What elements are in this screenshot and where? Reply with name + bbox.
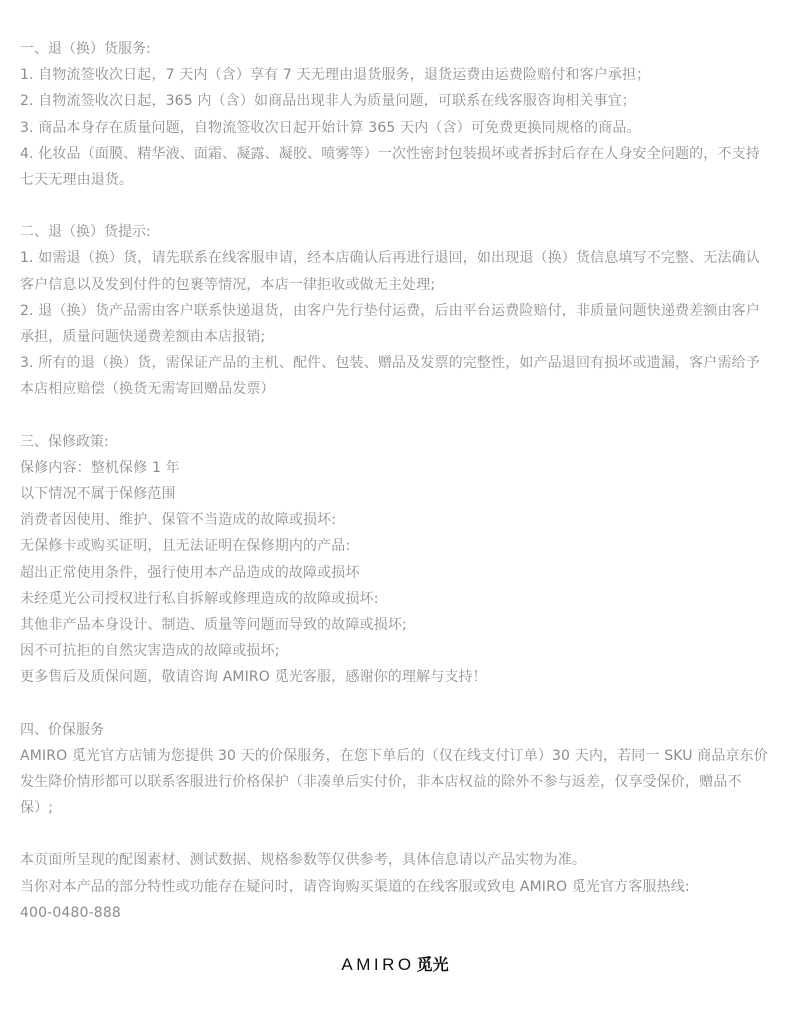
policy-line: 保修内容：整机保修 1 年 (20, 459, 180, 476)
policy-line: 3. 商品本身存在质量问题，自物流签收次日起开始计算 365 天内（含）可免费更换同规格的商品。 (20, 119, 641, 136)
returns-tips-section (20, 219, 772, 402)
policy-line: 1. 如需退（换）货，请先联系在线客服申请，经本店确认后再进行退回，如出现退（换）货信息填写不完整、无法确认客户信息以及发到付件的包裹等情况，本店一律拒收或做无主处理; (20, 250, 760, 293)
policy-line: 1. 自物流签收次日起，7 天内（含）享有 7 天无理由退货服务，退货运费由运费险赔付和客户承担； (20, 67, 651, 84)
section-title: 一、退（换）货服务: (20, 41, 151, 57)
policy-line: 2. 退（换）货产品需由客户联系快递退货，由客户先行垫付运费，后由平台运费险赔付，非质量问题快递费差额由客户承担，质量问题快递费差额由本店报销; (20, 302, 760, 346)
policy-line: 更多售后及质保问题，敬请咨询 AMIRO 觅光客服，感谢你的理解与支持！ (20, 669, 487, 686)
disclaimer-line: 当你对本产品的部分特性或功能存在疑问时，请咨询购买渠道的在线客服或致电 AMIRO 觅光官方客服热线: (20, 878, 690, 895)
disclaimer-section (20, 847, 772, 926)
brand-name-cn: 觅光 (416, 957, 449, 974)
policy-line: AMIRO 觅光官方店铺为您提供 30 天的价保服务，在您下单后的（仅在线支付订单）30 天内，若同一 SKU 商品京东价发生降价情形都可以联系客服进行价格保护（非凑单后实付价，非本店权益的除外不参与返差，仅享受保价，赠品不保）; (20, 747, 768, 817)
section-title: 二、退（换）货提示: (20, 224, 151, 241)
policy-line: 以下情况不属于保修范围 (20, 486, 176, 503)
price-protection-section (20, 717, 772, 822)
policy-line: 因不可抗拒的自然灾害造成的故障或损坏; (20, 643, 280, 660)
policy-line: 消费者因使用、维护、保管不当造成的故障或损坏: (20, 512, 337, 529)
brand-logo (0, 952, 790, 975)
returns-service-section (20, 36, 772, 193)
after-sales-policy (20, 36, 772, 952)
policy-line: 其他非产品本身设计、制造、质量等问题而导致的故障或损坏; (20, 617, 407, 634)
hotline-number: 400-0480-888 (20, 904, 121, 921)
policy-line: 3. 所有的退（换）货，需保证产品的主机、配件、包装、赠品及发票的完整性，如产品退回有损坏或遗漏，客户需给予本店相应赔偿（换货无需寄回赠品发票） (20, 355, 760, 398)
brand-name-en: AMIRO (341, 955, 415, 974)
policy-line: 未经觅光公司授权进行私自拆解或修理造成的故障或损坏: (20, 590, 379, 607)
section-title: 四、价保服务 (20, 721, 104, 738)
section-title: 三、保修政策: (20, 433, 109, 450)
policy-line: 超出正常使用条件，强行使用本产品造成的故障或损坏 (20, 564, 360, 581)
policy-line: 4. 化妆品（面膜、精华液、面霜、凝露、凝胶、喷雾等）一次性密封包装损坏或者拆封后存在人身安全问题的，不支持七天无理由退货。 (20, 145, 760, 189)
warranty-section (20, 429, 772, 691)
policy-line: 无保修卡或购买证明，且无法证明在保修期内的产品: (20, 538, 351, 555)
disclaimer-line: 本页面所呈现的配图素材、测试数据、规格参数等仅供参考，具体信息请以产品实物为准。 (20, 852, 586, 869)
policy-line: 2. 自物流签收次日起，365 内（含）如商品出现非人为质量问题，可联系在线客服咨询相关事宜； (20, 93, 637, 110)
